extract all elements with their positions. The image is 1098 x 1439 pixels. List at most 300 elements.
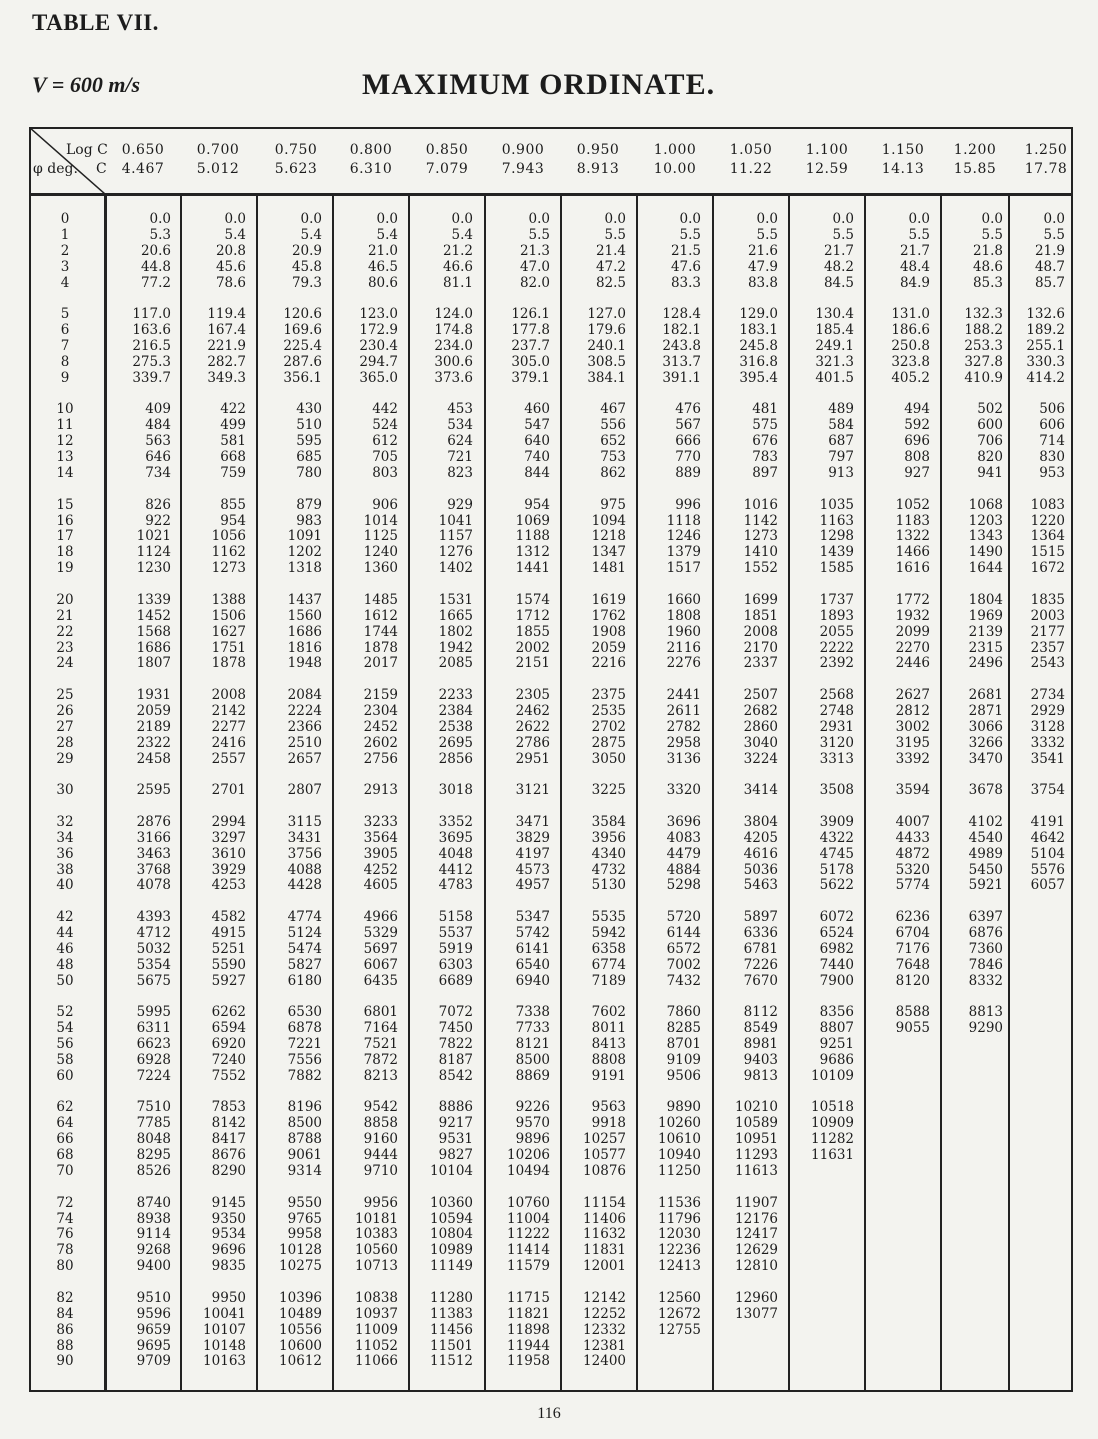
table-cell: 9596 [136, 1305, 171, 1322]
table-cell: 2812 [895, 702, 930, 719]
table-cell: 2177 [1030, 623, 1065, 640]
table-cell: 249.1 [815, 338, 854, 354]
table-cell: 714 [1039, 433, 1065, 450]
table-cell: 8112 [743, 1004, 778, 1021]
table-cell: 1969 [968, 607, 1003, 624]
table-cell: 5.3 [149, 226, 171, 243]
log-c-header: 0.900 [501, 142, 545, 158]
table-cell: 913 [828, 465, 854, 481]
table-cell: 188.2 [964, 322, 1003, 339]
angle-cell: 34 [56, 829, 74, 846]
table-cell: 5942 [591, 924, 626, 941]
table-cell: 2875 [591, 734, 626, 751]
table-cell: 929 [447, 496, 473, 513]
c-header: 12.59 [805, 161, 849, 177]
table-cell: 2702 [591, 718, 626, 735]
angle-cell: 48 [56, 956, 74, 973]
table-cell: 10109 [811, 1067, 854, 1084]
table-cell: 5.5 [528, 226, 550, 243]
table-cell: 592 [904, 417, 930, 434]
table-cell: 230.4 [359, 338, 398, 354]
table-cell: 2929 [1030, 702, 1065, 719]
table-cell: 8981 [743, 1036, 778, 1052]
table-cell: 5032 [136, 940, 171, 957]
table-cell: 3909 [819, 813, 854, 830]
table-cell: 48.4 [899, 258, 930, 275]
table-cell: 2337 [743, 655, 778, 672]
table-cell: 1644 [968, 560, 1003, 577]
table-cell: 2055 [819, 623, 854, 640]
table-cell: 11222 [507, 1226, 550, 1243]
table-cell: 128.4 [662, 306, 701, 323]
table-cell: 4884 [666, 861, 701, 878]
table-cell: 3121 [515, 782, 550, 799]
table-cell: 5.5 [981, 226, 1003, 243]
table-cell: 3352 [438, 813, 473, 830]
table-cell: 11631 [811, 1147, 854, 1164]
table-cell: 1056 [211, 528, 246, 545]
table-cell: 0.0 [756, 211, 778, 227]
table-cell: 2507 [743, 687, 778, 703]
table-cell: 12629 [735, 1242, 778, 1259]
table-cell: 6524 [819, 924, 854, 941]
c-header: 7.079 [425, 161, 469, 177]
table-cell: 3463 [136, 845, 171, 862]
table-cell: 8807 [819, 1020, 854, 1037]
table-cell: 2734 [1030, 687, 1065, 703]
table-cell: 8869 [515, 1067, 550, 1084]
table-cell: 5463 [743, 877, 778, 894]
log-c-header: 1.150 [881, 142, 925, 158]
table-cell: 10556 [279, 1321, 322, 1338]
angle-cell: 12 [56, 433, 74, 450]
table-cell: 11280 [430, 1289, 473, 1306]
table-cell: 2994 [211, 813, 246, 830]
table-cell: 624 [447, 433, 473, 450]
table-cell: 5590 [211, 956, 246, 973]
table-cell: 10951 [735, 1131, 778, 1148]
table-cell: 1312 [515, 544, 550, 561]
table-cell: 0.0 [604, 211, 626, 227]
angle-cell: 30 [56, 782, 74, 799]
table-cell: 8886 [438, 1099, 473, 1116]
table-cell: 8526 [136, 1163, 171, 1179]
table-cell: 1804 [968, 591, 1003, 608]
table-cell: 9550 [287, 1194, 322, 1211]
table-cell: 1157 [438, 528, 473, 545]
angle-cell: 74 [56, 1210, 74, 1227]
table-cell: 1094 [591, 512, 626, 529]
log-c-label: Log C [66, 142, 108, 158]
table-cell: 1816 [287, 639, 322, 656]
angle-cell: 78 [56, 1242, 74, 1259]
c-header: 15.85 [953, 161, 997, 177]
table-cell: 6689 [438, 972, 473, 989]
table-cell: 1802 [438, 623, 473, 640]
table-cell: 11632 [583, 1226, 626, 1243]
table-cell: 2611 [666, 702, 701, 719]
table-cell: 7785 [136, 1115, 171, 1132]
table-cell: 1808 [666, 607, 701, 624]
table-cell: 183.1 [739, 322, 778, 339]
table-cell: 927 [904, 465, 930, 481]
table-cell: 2458 [136, 750, 171, 767]
table-cell: 1712 [515, 607, 550, 624]
table-cell: 2756 [363, 750, 398, 767]
angle-cell: 52 [56, 1004, 74, 1021]
table-cell: 0.0 [981, 211, 1003, 227]
table-cell: 169.6 [283, 322, 322, 339]
table-cell: 2216 [591, 655, 626, 672]
angle-cell: 72 [56, 1194, 74, 1211]
table-cell: 7882 [287, 1067, 322, 1084]
table-cell: 4322 [819, 829, 854, 846]
table-cell: 4540 [968, 829, 1003, 846]
table-cell: 855 [220, 496, 246, 513]
table-cell: 9217 [438, 1115, 473, 1132]
table-cell: 1751 [211, 639, 246, 656]
table-cell: 7860 [666, 1004, 701, 1021]
table-cell: 506 [1039, 401, 1065, 418]
table-cell: 1162 [211, 544, 246, 561]
table-cell: 384.1 [587, 369, 626, 386]
angle-cell: 3 [60, 258, 70, 275]
table-cell: 126.1 [511, 306, 550, 323]
table-cell: 9813 [743, 1067, 778, 1084]
angle-cell: 36 [56, 845, 74, 862]
table-cell: 740 [524, 449, 550, 466]
table-cell: 6982 [819, 940, 854, 957]
table-cell: 12400 [583, 1353, 626, 1370]
angle-cell: 0 [60, 211, 70, 227]
table-cell: 7432 [666, 972, 701, 989]
table-cell: 668 [220, 449, 246, 466]
table-cell: 21.9 [1034, 242, 1065, 259]
table-cell: 808 [904, 449, 930, 466]
table-cell: 84.5 [823, 274, 854, 291]
table-cell: 1202 [287, 544, 322, 561]
table-cell: 4433 [895, 829, 930, 846]
table-cell: 7440 [819, 956, 854, 973]
table-cell: 294.7 [359, 353, 398, 370]
table-cell: 308.5 [587, 353, 626, 370]
table-cell: 4083 [666, 829, 701, 846]
table-cell: 606 [1039, 417, 1065, 434]
table-cell: 20.6 [140, 242, 171, 259]
table-cell: 1878 [363, 639, 398, 656]
table-cell: 8858 [363, 1115, 398, 1132]
table-cell: 460 [524, 401, 550, 418]
table-cell: 11406 [583, 1210, 626, 1227]
table-cell: 8295 [136, 1147, 171, 1164]
table-cell: 3266 [968, 734, 1003, 751]
table-cell: 0.0 [679, 211, 701, 227]
angle-cell: 26 [56, 702, 74, 719]
table-cell: 9160 [363, 1131, 398, 1148]
table-cell: 1220 [1030, 512, 1065, 529]
table-cell: 10909 [811, 1115, 854, 1132]
table-cell: 8542 [438, 1067, 473, 1084]
angle-cell: 90 [56, 1353, 74, 1370]
table-cell: 7338 [515, 1004, 550, 1021]
c-header: 8.913 [576, 161, 620, 177]
table-cell: 705 [372, 449, 398, 466]
table-cell: 4745 [819, 845, 854, 862]
log-c-header: 1.050 [729, 142, 773, 158]
table-cell: 1466 [895, 544, 930, 561]
angle-cell: 13 [56, 449, 74, 466]
table-cell: 1807 [136, 655, 171, 672]
table-cell: 1686 [136, 639, 171, 656]
table-cell: 5.4 [300, 226, 322, 243]
table-cell: 3066 [968, 718, 1003, 735]
table-cell: 6180 [287, 972, 322, 989]
table-cell: 6781 [743, 940, 778, 957]
header-rule [29, 193, 1073, 196]
c-header: 11.22 [729, 161, 773, 177]
table-cell: 1855 [515, 623, 550, 640]
table-cell: 6878 [287, 1020, 322, 1037]
table-cell: 1908 [591, 623, 626, 640]
table-cell: 7822 [438, 1036, 473, 1052]
table-cell: 253.3 [964, 338, 1003, 354]
table-cell: 1948 [287, 655, 322, 672]
table-cell: 0.0 [832, 211, 854, 227]
table-cell: 6801 [363, 1004, 398, 1021]
table-cell: 4205 [743, 829, 778, 846]
table-cell: 3392 [895, 750, 930, 767]
table-cell: 3120 [819, 734, 854, 751]
angle-cell: 7 [60, 338, 70, 354]
table-cell: 4393 [136, 909, 171, 925]
table-cell: 10148 [203, 1337, 246, 1354]
table-cell: 10760 [507, 1194, 550, 1211]
table-cell: 7733 [515, 1020, 550, 1037]
table-cell: 172.9 [359, 322, 398, 339]
table-cell: 1068 [968, 496, 1003, 513]
angle-cell: 56 [56, 1036, 74, 1052]
table-cell: 83.3 [670, 274, 701, 291]
log-c-header: 0.750 [274, 142, 318, 158]
table-cell: 3166 [136, 829, 171, 846]
table-cell: 2701 [211, 782, 246, 799]
table-cell: 481 [752, 401, 778, 418]
table-cell: 9226 [515, 1099, 550, 1116]
table-cell: 2786 [515, 734, 550, 751]
table-cell: 9896 [515, 1131, 550, 1148]
table-cell: 770 [675, 449, 701, 466]
table-cell: 0.0 [300, 211, 322, 227]
table-cell: 803 [372, 465, 398, 481]
table-cell: 11613 [735, 1163, 778, 1179]
table-cell: 2871 [968, 702, 1003, 719]
table-cell: 1515 [1030, 544, 1065, 561]
table-cell: 405.2 [891, 369, 930, 386]
table-cell: 2008 [211, 687, 246, 703]
table-cell: 11512 [430, 1353, 473, 1370]
table-cell: 442 [372, 401, 398, 418]
table-cell: 8938 [136, 1210, 171, 1227]
table-cell: 595 [296, 433, 322, 450]
table-cell: 3332 [1030, 734, 1065, 751]
table-cell: 11907 [735, 1194, 778, 1211]
table-cell: 2807 [287, 782, 322, 799]
table-cell: 10107 [203, 1321, 246, 1338]
table-cell: 2366 [287, 718, 322, 735]
angle-cell: 22 [56, 623, 74, 640]
table-cell: 3905 [363, 845, 398, 862]
table-cell: 11066 [355, 1353, 398, 1370]
table-cell: 313.7 [662, 353, 701, 370]
table-cell: 6876 [968, 924, 1003, 941]
angle-cell: 25 [56, 687, 74, 703]
table-cell: 10494 [507, 1163, 550, 1179]
table-cell: 9659 [136, 1321, 171, 1338]
table-cell: 5742 [515, 924, 550, 941]
page-title: MAXIMUM ORDINATE. [362, 68, 716, 101]
table-cell: 10838 [355, 1289, 398, 1306]
angle-cell: 6 [60, 322, 70, 339]
table-cell: 282.7 [207, 353, 246, 370]
table-cell: 4253 [211, 877, 246, 894]
table-cell: 12381 [583, 1337, 626, 1354]
table-cell: 6336 [743, 924, 778, 941]
table-cell: 2059 [591, 639, 626, 656]
table-cell: 127.0 [587, 306, 626, 323]
table-cell: 3040 [743, 734, 778, 751]
table-cell: 221.9 [207, 338, 246, 354]
table-cell: 1035 [819, 496, 854, 513]
table-cell: 12332 [583, 1321, 626, 1338]
table-cell: 612 [372, 433, 398, 450]
table-cell: 5.5 [756, 226, 778, 243]
table-cell: 10560 [355, 1242, 398, 1259]
table-cell: 1439 [819, 544, 854, 561]
angle-cell: 46 [56, 940, 74, 957]
table-cell: 5537 [438, 924, 473, 941]
table-cell: 12810 [735, 1258, 778, 1275]
table-cell: 3195 [895, 734, 930, 751]
table-cell: 3002 [895, 718, 930, 735]
table-cell: 2462 [515, 702, 550, 719]
table-cell: 2384 [438, 702, 473, 719]
table-cell: 6704 [895, 924, 930, 941]
table-cell: 1441 [515, 560, 550, 577]
table-cell: 8120 [895, 972, 930, 989]
log-c-header: 0.800 [349, 142, 393, 158]
table-cell: 3471 [515, 813, 550, 830]
table-cell: 7510 [136, 1099, 171, 1116]
table-cell: 453 [447, 401, 473, 418]
table-cell: 1203 [968, 512, 1003, 529]
table-cell: 11944 [507, 1337, 550, 1354]
table-cell: 862 [600, 465, 626, 481]
table-cell: 1560 [287, 607, 322, 624]
table-cell: 9956 [363, 1194, 398, 1211]
table-cell: 1142 [743, 512, 778, 529]
table-cell: 706 [977, 433, 1003, 450]
table-cell: 12672 [658, 1305, 701, 1322]
c-header: 4.467 [121, 161, 165, 177]
table-cell: 10937 [355, 1305, 398, 1322]
angle-cell: 14 [56, 465, 74, 481]
table-cell: 10128 [279, 1242, 322, 1259]
table-cell: 1360 [363, 560, 398, 577]
angle-cell: 70 [56, 1163, 74, 1179]
table-cell: 48.2 [823, 258, 854, 275]
table-cell: 5104 [1030, 845, 1065, 862]
table-cell: 5450 [968, 861, 1003, 878]
table-cell: 47.9 [747, 258, 778, 275]
table-cell: 78.6 [215, 274, 246, 291]
table-cell: 21.5 [670, 242, 701, 259]
table-cell: 6928 [136, 1051, 171, 1068]
table-cell: 2002 [515, 639, 550, 656]
table-cell: 10257 [583, 1131, 626, 1148]
table-cell: 3297 [211, 829, 246, 846]
table-cell: 7360 [968, 940, 1003, 957]
table-cell: 12960 [735, 1289, 778, 1306]
table-cell: 7853 [211, 1099, 246, 1116]
table-cell: 2224 [287, 702, 322, 719]
log-c-header: 1.000 [653, 142, 697, 158]
table-cell: 954 [524, 496, 550, 513]
table-cell: 216.5 [132, 338, 171, 354]
table-cell: 46.5 [367, 258, 398, 275]
table-cell: 21.0 [367, 242, 398, 259]
log-c-header: 0.700 [196, 142, 240, 158]
table-cell: 10612 [279, 1353, 322, 1370]
table-cell: 510 [296, 417, 322, 434]
table-cell: 9400 [136, 1258, 171, 1275]
table-cell: 5995 [136, 1004, 171, 1021]
table-cell: 12252 [583, 1305, 626, 1322]
table-cell: 379.1 [511, 369, 550, 386]
table-cell: 255.1 [1026, 338, 1065, 354]
table-cell: 2682 [743, 702, 778, 719]
table-cell: 8187 [438, 1051, 473, 1068]
table-cell: 1699 [743, 591, 778, 608]
table-cell: 2602 [363, 734, 398, 751]
table-cell: 4573 [515, 861, 550, 878]
table-cell: 21.6 [747, 242, 778, 259]
table-cell: 5921 [968, 877, 1003, 894]
table-cell: 1240 [363, 544, 398, 561]
table-cell: 243.8 [662, 338, 701, 354]
table-cell: 321.3 [815, 353, 854, 370]
table-cell: 8011 [591, 1020, 626, 1037]
table-cell: 4712 [136, 924, 171, 941]
table-cell: 11293 [735, 1147, 778, 1164]
c-header: 7.943 [501, 161, 545, 177]
table-cell: 759 [220, 465, 246, 481]
table-cell: 323.8 [891, 353, 930, 370]
table-cell: 422 [220, 401, 246, 418]
table-cell: 1230 [136, 560, 171, 577]
table-cell: 652 [600, 433, 626, 450]
table-cell: 2392 [819, 655, 854, 672]
table-cell: 6144 [666, 924, 701, 941]
table-cell: 401.5 [815, 369, 854, 386]
table-cell: 7846 [968, 956, 1003, 973]
table-cell: 6774 [591, 956, 626, 973]
table-cell: 783 [752, 449, 778, 466]
table-cell: 8048 [136, 1131, 171, 1148]
table-cell: 9403 [743, 1051, 778, 1068]
table-cell: 1772 [895, 591, 930, 608]
table-cell: 46.6 [442, 258, 473, 275]
angle-cell: 23 [56, 639, 74, 656]
